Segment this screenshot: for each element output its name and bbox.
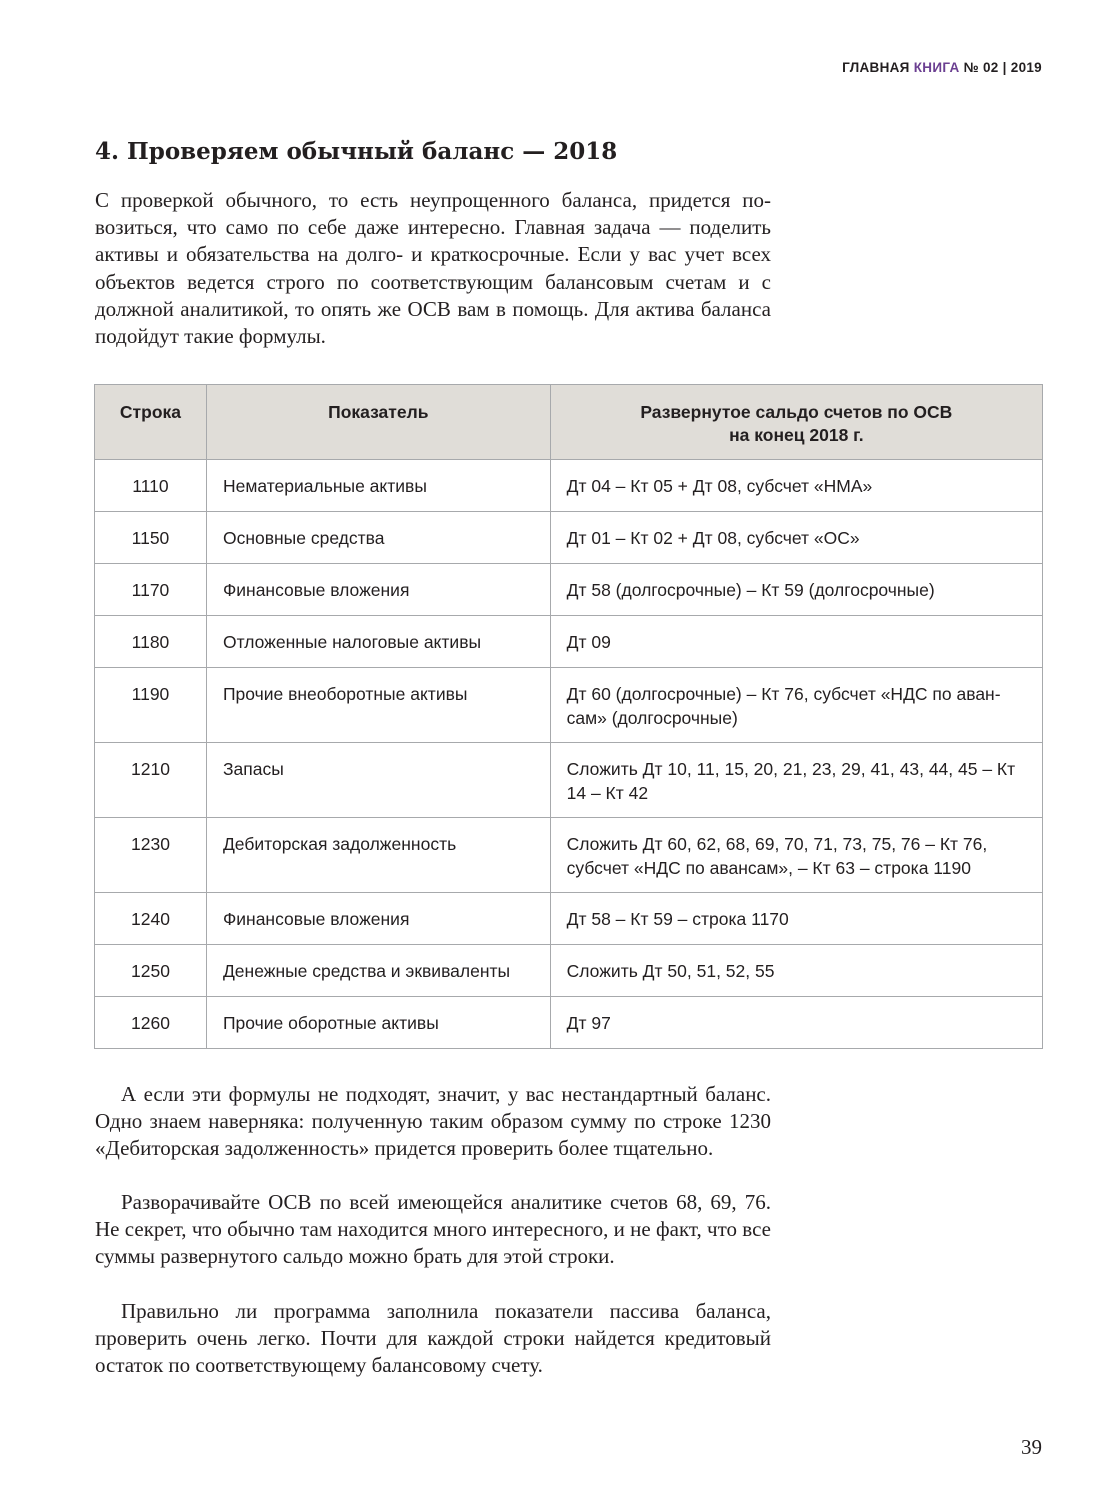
row-indicator: Основные средства bbox=[206, 512, 550, 564]
intro-paragraph: С проверкой обычного, то есть неупрощенного баланса, придется повозиться, что само по себе даже интересно. Главная задача — поделить активы и обязательства на долго- и краткосрочные. Если у вас учет всех объектов ведется строго по соответствующим балансовым счетам и с должной аналитикой, то опять же ОСВ вам в помощь. Для актива баланса подойдут такие формулы. bbox=[95, 188, 771, 349]
row-formula: Дт 04 – Кт 05 + Дт 08, субсчет «НМА» bbox=[550, 460, 1042, 512]
body-paragraph: Правильно ли программа заполнила показатели пассива баланса, проверить очень легко. Почти для каждой строки найдется кредитовый остаток по соответствующему балансовому счету. bbox=[95, 1299, 771, 1378]
table-header-row bbox=[95, 385, 1043, 460]
table-row bbox=[95, 512, 1043, 564]
row-line-code: 1210 bbox=[95, 743, 207, 818]
body-paragraph: Разворачивайте ОСВ по всей имеющейся аналитике счетов 68, 69, 76. Не секрет, что обычно там находится много интересного, и не факт, что все суммы развернутого сальдо можно брать для этой строки. bbox=[95, 1190, 771, 1269]
table-row bbox=[95, 893, 1043, 945]
table-row bbox=[95, 460, 1043, 512]
row-formula: Дт 01 – Кт 02 + Дт 08, субсчет «ОС» bbox=[550, 512, 1042, 564]
magazine-name: ГЛАВНАЯ bbox=[842, 60, 910, 75]
row-line-code: 1190 bbox=[95, 668, 207, 743]
row-formula: Дт 58 (долгосрочные) – Кт 59 (долгосрочные) bbox=[550, 564, 1042, 616]
row-indicator: Прочие оборотные активы bbox=[206, 997, 550, 1049]
row-formula: Сложить Дт 50, 51, 52, 55 bbox=[550, 945, 1042, 997]
row-indicator: Прочие внеоборотные активы bbox=[206, 668, 550, 743]
column-header-formula bbox=[550, 385, 1042, 460]
running-header bbox=[842, 60, 1042, 75]
row-formula: Дт 60 (долгосрочные) – Кт 76, субсчет «НДС по авансам» (долгосрочные) bbox=[550, 668, 1042, 743]
table-row bbox=[95, 668, 1043, 743]
page-number: 39 bbox=[1021, 1435, 1042, 1459]
balance-formula-table bbox=[94, 384, 1043, 1049]
table-row bbox=[95, 818, 1043, 893]
row-line-code: 1230 bbox=[95, 818, 207, 893]
row-formula: Дт 97 bbox=[550, 997, 1042, 1049]
row-indicator: Финансовые вложения bbox=[206, 564, 550, 616]
issue-number: № 02 | 2019 bbox=[963, 60, 1042, 75]
row-formula: Сложить Дт 60, 62, 68, 69, 70, 71, 73, 75, 76 – Кт 76, субсчет «НДС по авансам», – Кт 63 – строка 1190 bbox=[550, 818, 1042, 893]
row-line-code: 1110 bbox=[95, 460, 207, 512]
table-row bbox=[95, 564, 1043, 616]
row-line-code: 1260 bbox=[95, 997, 207, 1049]
section-title: 4. Проверяем обычный баланс — 2018 bbox=[95, 138, 618, 165]
row-line-code: 1170 bbox=[95, 564, 207, 616]
row-line-code: 1180 bbox=[95, 616, 207, 668]
row-indicator: Отложенные налоговые активы bbox=[206, 616, 550, 668]
row-formula: Сложить Дт 10, 11, 15, 20, 21, 23, 29, 41, 43, 44, 45 – Кт 14 – Кт 42 bbox=[550, 743, 1042, 818]
column-header-formula-line2: на конец 2018 г. bbox=[729, 425, 864, 445]
table-row bbox=[95, 997, 1043, 1049]
row-indicator: Дебиторская задолженность bbox=[206, 818, 550, 893]
body-paragraph: А если эти формулы не подходят, значит, у вас нестандартный баланс. Одно знаем наверняка: полученную таким образом сумму по строке 1230 «Дебиторская задолженность» придется проверить более тщательно. bbox=[95, 1082, 771, 1161]
row-indicator: Денежные средства и эквиваленты bbox=[206, 945, 550, 997]
row-line-code: 1150 bbox=[95, 512, 207, 564]
row-indicator: Нематериальные активы bbox=[206, 460, 550, 512]
row-line-code: 1240 bbox=[95, 893, 207, 945]
row-indicator: Финансовые вложения bbox=[206, 893, 550, 945]
column-header-formula-line1: Развернутое сальдо счетов по ОСВ bbox=[640, 402, 953, 422]
table-row bbox=[95, 616, 1043, 668]
magazine-name-accent: КНИГА bbox=[913, 60, 960, 75]
row-indicator: Запасы bbox=[206, 743, 550, 818]
column-header-indicator: Показатель bbox=[206, 385, 550, 460]
table-row bbox=[95, 743, 1043, 818]
row-formula: Дт 09 bbox=[550, 616, 1042, 668]
column-header-line: Строка bbox=[95, 385, 207, 460]
row-formula: Дт 58 – Кт 59 – строка 1170 bbox=[550, 893, 1042, 945]
table-row bbox=[95, 945, 1043, 997]
row-line-code: 1250 bbox=[95, 945, 207, 997]
